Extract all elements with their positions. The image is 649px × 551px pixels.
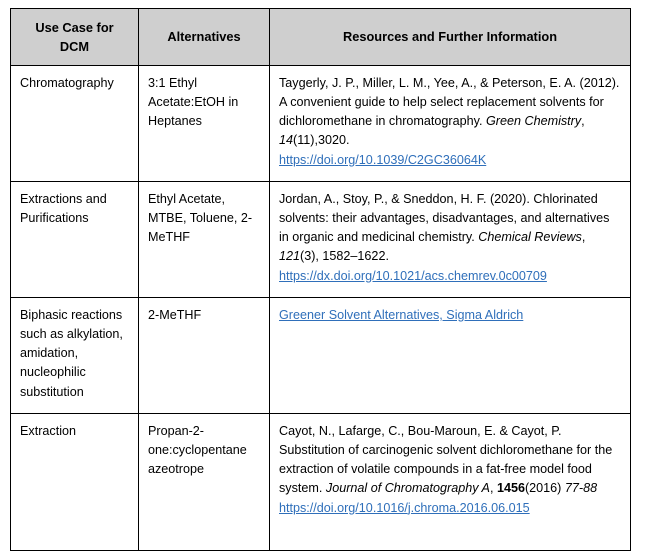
cell-alternatives: Propan-2-one:cyclopentane azeotrope bbox=[139, 414, 270, 551]
citation-body: Taygerly, J. P., Miller, L. M., Yee, A., & Peterson, E. A. (2012). A convenient guide to help select replacement solvents for dichloromethane in chromatography. bbox=[279, 76, 620, 129]
citation-issue-pages: (3), 1582–1622. bbox=[300, 249, 389, 264]
cell-resources bbox=[270, 66, 631, 182]
citation-issue-pages: (11),3020. bbox=[293, 133, 350, 148]
cell-alternatives: 3:1 Ethyl Acetate:EtOH in Heptanes bbox=[139, 66, 270, 182]
cell-use-case: Chromatography bbox=[11, 66, 139, 182]
citation-volume: 1456 bbox=[496, 481, 525, 496]
table-row bbox=[11, 414, 631, 551]
citation-text bbox=[279, 74, 621, 151]
citation-body: Jordan, A., Stoy, P., & Sneddon, H. F. (2020). Chlorinated solvents: their advantages, disadvantages, and alternatives in organic and medicinal chemistry. bbox=[279, 192, 610, 245]
citation-journal: Chemical Reviews bbox=[478, 230, 582, 245]
dcm-alternatives-table bbox=[10, 8, 631, 551]
citation-volume: 121 bbox=[279, 249, 301, 264]
cell-alternatives: 2-MeTHF bbox=[139, 298, 270, 414]
column-header-use-case: Use Case for DCM bbox=[11, 9, 139, 66]
doi-link[interactable]: https://dx.doi.org/10.1021/acs.chemrev.0c00709 bbox=[279, 268, 547, 283]
cell-resources bbox=[270, 298, 631, 414]
citation-text bbox=[279, 190, 621, 267]
citation-journal: Journal of Chromatography A bbox=[325, 481, 490, 496]
cell-use-case: Extraction bbox=[11, 414, 139, 551]
table-row bbox=[11, 66, 631, 182]
table-row bbox=[11, 298, 631, 414]
doi-link[interactable]: https://doi.org/10.1039/C2GC36064K bbox=[279, 152, 487, 167]
cell-resources bbox=[270, 182, 631, 298]
citation-separator: , bbox=[581, 114, 585, 129]
cell-alternatives: Ethyl Acetate, MTBE, Toluene, 2-MeTHF bbox=[139, 182, 270, 298]
citation-year: (2016) bbox=[524, 481, 565, 496]
table-header-row bbox=[11, 9, 631, 66]
cell-use-case: Biphasic reactions such as alkylation, amidation, nucleophilic substitution bbox=[11, 298, 139, 414]
citation-separator: , bbox=[581, 230, 586, 245]
cell-resources bbox=[270, 414, 631, 551]
table-body bbox=[11, 66, 631, 551]
resource-link[interactable]: Greener Solvent Alternatives, Sigma Aldrich bbox=[279, 308, 524, 322]
table-header bbox=[11, 9, 631, 66]
citation-text bbox=[279, 422, 621, 499]
column-header-resources: Resources and Further Information bbox=[270, 9, 631, 66]
doi-link[interactable]: https://doi.org/10.1016/j.chroma.2016.06.015 bbox=[279, 500, 530, 515]
citation-pages: 77-88 bbox=[564, 481, 598, 496]
column-header-alternatives: Alternatives bbox=[139, 9, 270, 66]
table-row bbox=[11, 182, 631, 298]
citation-separator: , bbox=[489, 481, 497, 496]
citation-journal: Green Chemistry bbox=[485, 114, 582, 129]
cell-use-case: Extractions and Purifications bbox=[11, 182, 139, 298]
citation-body: Cayot, N., Lafarge, C., Bou-Maroun, E. & Cayot, P. Substitution of carcinogenic solvent dichloromethane for the extraction of volatile compounds in a fat-free model food system. bbox=[279, 424, 613, 496]
citation-volume: 14 bbox=[279, 133, 294, 148]
